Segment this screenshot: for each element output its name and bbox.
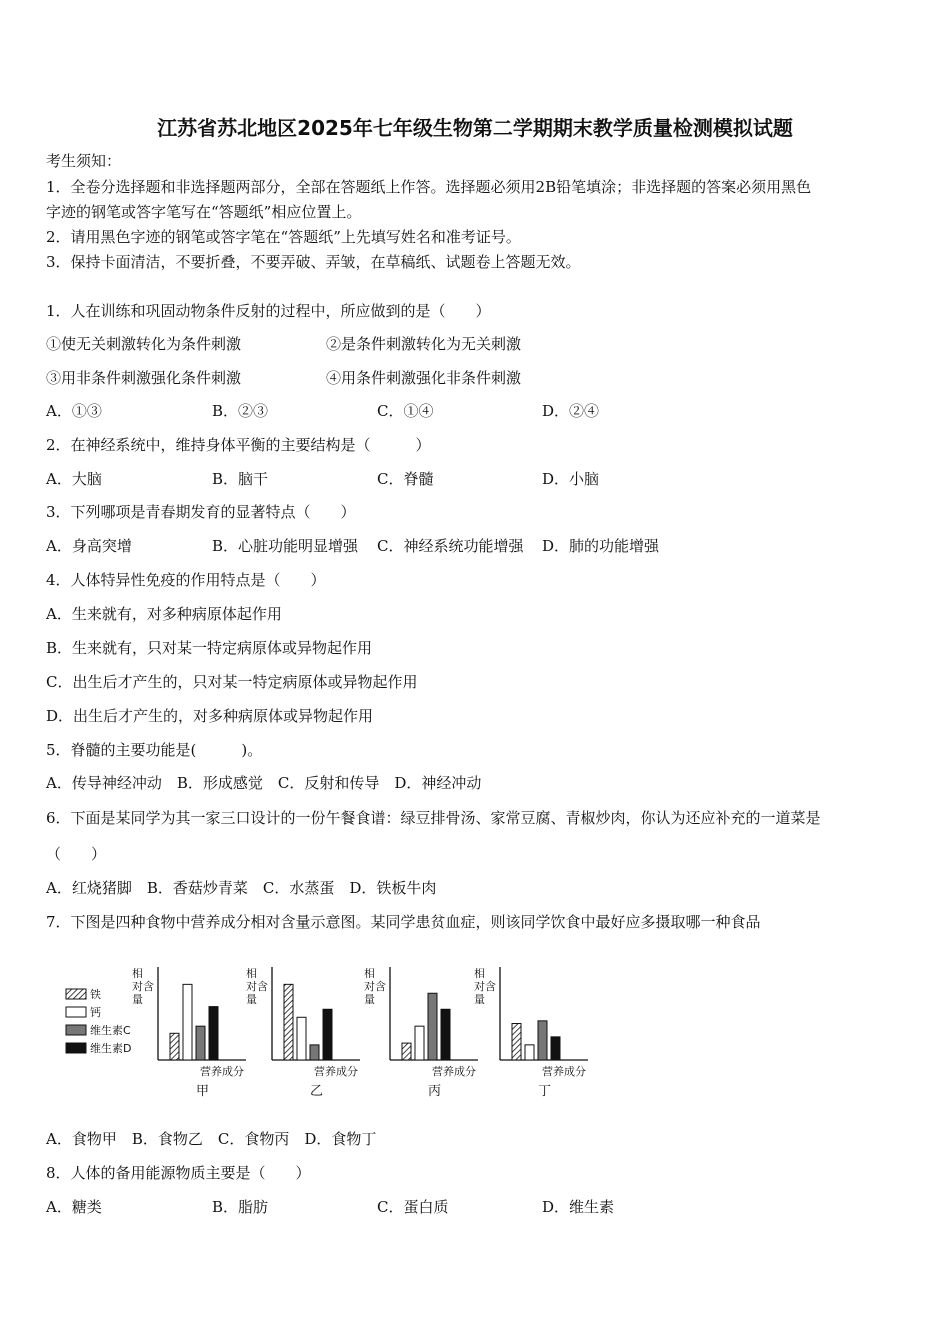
bar-甲-1 bbox=[183, 984, 192, 1060]
legend-swatch-0 bbox=[66, 989, 86, 999]
panel-name-3: 丁 bbox=[538, 1084, 552, 1099]
page-title: 江苏省苏北地区2025年七年级生物第二学期期末教学质量检测模拟试题 bbox=[157, 116, 793, 140]
panel-name-2: 丙 bbox=[428, 1084, 442, 1099]
bar-丁-0 bbox=[512, 1024, 521, 1060]
q4-option-d[interactable]: D．出生后才产生的，对多种病原体或异物起作用 bbox=[46, 707, 374, 725]
legend-label-0: 铁 bbox=[90, 988, 101, 1001]
bar-甲-3 bbox=[209, 1007, 218, 1060]
legend-label-1: 钙 bbox=[90, 1006, 101, 1019]
legend-label-3: 维生素D bbox=[90, 1042, 132, 1055]
chart-panel-3 bbox=[474, 966, 588, 1099]
bar-乙-2 bbox=[310, 1045, 319, 1060]
y-label-2-0: 相 bbox=[364, 967, 375, 980]
bar-丁-1 bbox=[525, 1045, 534, 1060]
q5-stem: 5．脊髓的主要功能是( )。 bbox=[46, 741, 263, 759]
q1-statement-4: ④用条件刺激强化非条件刺激 bbox=[326, 369, 522, 387]
q8-option-b[interactable]: B．脂肪 bbox=[212, 1198, 269, 1216]
bar-甲-0 bbox=[170, 1033, 179, 1060]
chart-legend bbox=[66, 987, 131, 1055]
q2-option-a[interactable]: A．大脑 bbox=[46, 470, 102, 488]
panel-name-0: 甲 bbox=[196, 1084, 210, 1099]
q1-option-c[interactable]: C．①④ bbox=[377, 402, 434, 420]
q1-statement-2: ②是条件刺激转化为无关刺激 bbox=[326, 335, 522, 353]
y-label-1-0: 相 bbox=[246, 967, 257, 980]
q6-options[interactable]: A．红烧猪脚 B．香菇炒青菜 C．水蒸蛋 D．铁板牛肉 bbox=[46, 879, 437, 897]
legend-swatch-1 bbox=[66, 1007, 86, 1017]
y-label-1-2: 量 bbox=[246, 993, 257, 1006]
y-label-2-2: 量 bbox=[364, 993, 375, 1006]
legend-label-2: 维生素C bbox=[90, 1024, 131, 1037]
y-label-1-1: 对含 bbox=[246, 980, 268, 993]
q6-stem: 6．下面是某同学为其一家三口设计的一份午餐食谱：绿豆排骨汤、家常豆腐、青椒炒肉，你认为还应补充的一道菜是 bbox=[46, 809, 821, 827]
y-label-0-2: 量 bbox=[132, 993, 143, 1006]
x-label-2: 营养成分 bbox=[432, 1065, 476, 1078]
q2-option-c[interactable]: C．脊髓 bbox=[377, 470, 434, 488]
notice-item-2: 2．请用黑色字迹的钢笔或答字笔在“答题纸”上先填写姓名和准考证号。 bbox=[46, 228, 521, 246]
notice-heading: 考生须知： bbox=[46, 152, 122, 170]
y-label-0-1: 对含 bbox=[132, 980, 154, 993]
q4-option-b[interactable]: B．生来就有，只对某一特定病原体或异物起作用 bbox=[46, 639, 373, 657]
q3-option-c[interactable]: C．神经系统功能增强 bbox=[377, 537, 524, 555]
q2-option-d[interactable]: D．小脑 bbox=[542, 470, 600, 488]
nutrient-chart-svg bbox=[60, 955, 600, 1105]
q2-stem: 2．在神经系统中，维持身体平衡的主要结构是（ ） bbox=[46, 436, 431, 454]
chart-panel-0 bbox=[132, 966, 246, 1099]
q8-option-a[interactable]: A．糖类 bbox=[46, 1198, 102, 1216]
q1-statement-1: ①使无关刺激转化为条件刺激 bbox=[46, 335, 242, 353]
notice-item-1b: 字迹的钢笔或答字笔写在“答题纸”相应位置上。 bbox=[46, 203, 362, 221]
y-label-3-0: 相 bbox=[474, 967, 485, 980]
y-label-0-0: 相 bbox=[132, 967, 143, 980]
chart-panel-2 bbox=[364, 966, 478, 1099]
q8-stem: 8．人体的备用能源物质主要是（ ） bbox=[46, 1164, 311, 1182]
q1-statement-3: ③用非条件刺激强化条件刺激 bbox=[46, 369, 242, 387]
q7-options[interactable]: A．食物甲 B．食物乙 C．食物丙 D．食物丁 bbox=[46, 1130, 377, 1148]
bar-乙-3 bbox=[323, 1009, 332, 1060]
q3-option-d[interactable]: D．肺的功能增强 bbox=[542, 537, 660, 555]
bar-丁-3 bbox=[551, 1037, 560, 1060]
x-label-3: 营养成分 bbox=[542, 1065, 586, 1078]
nutrient-chart bbox=[60, 955, 600, 1105]
chart-panels bbox=[132, 966, 588, 1099]
bar-乙-0 bbox=[284, 984, 293, 1060]
x-label-1: 营养成分 bbox=[314, 1065, 358, 1078]
bar-丁-2 bbox=[538, 1021, 547, 1060]
bar-丙-3 bbox=[441, 1009, 450, 1060]
q4-stem: 4．人体特异性免疫的作用特点是（ ） bbox=[46, 571, 326, 589]
bar-丙-2 bbox=[428, 993, 437, 1060]
notice-item-3: 3．保持卡面清洁，不要折叠，不要弄破、弄皱，在草稿纸、试题卷上答题无效。 bbox=[46, 253, 581, 271]
q1-option-b[interactable]: B．②③ bbox=[212, 402, 269, 420]
chart-panel-1 bbox=[246, 966, 360, 1099]
y-label-3-1: 对含 bbox=[474, 980, 496, 993]
q5-options[interactable]: A．传导神经冲动 B．形成感觉 C．反射和传导 D．神经冲动 bbox=[46, 774, 482, 792]
q1-option-a[interactable]: A．①③ bbox=[46, 402, 102, 420]
q8-option-d[interactable]: D．维生素 bbox=[542, 1198, 615, 1216]
q3-option-b[interactable]: B．心脏功能明显增强 bbox=[212, 537, 359, 555]
q4-option-c[interactable]: C．出生后才产生的，只对某一特定病原体或异物起作用 bbox=[46, 673, 418, 691]
legend-swatch-3 bbox=[66, 1043, 86, 1053]
q6-paren: （ ） bbox=[46, 845, 107, 863]
q3-stem: 3．下列哪项是青春期发育的显著特点（ ） bbox=[46, 503, 356, 521]
x-label-0: 营养成分 bbox=[200, 1065, 244, 1078]
q8-option-c[interactable]: C．蛋白质 bbox=[377, 1198, 449, 1216]
y-label-3-2: 量 bbox=[474, 993, 485, 1006]
q4-option-a[interactable]: A．生来就有，对多种病原体起作用 bbox=[46, 605, 282, 623]
panel-name-1: 乙 bbox=[310, 1084, 324, 1099]
q1-option-d[interactable]: D．②④ bbox=[542, 402, 600, 420]
notice-item-1a: 1．全卷分选择题和非选择题两部分，全部在答题纸上作答。选择题必须用2B铅笔填涂；非选择题的答案必须用黑色 bbox=[46, 178, 812, 196]
bar-丙-0 bbox=[402, 1043, 411, 1060]
q1-stem: 1．人在训练和巩固动物条件反射的过程中，所应做到的是（ ） bbox=[46, 302, 491, 320]
bar-丙-1 bbox=[415, 1026, 424, 1060]
legend-swatch-2 bbox=[66, 1025, 86, 1035]
bar-甲-2 bbox=[196, 1026, 205, 1060]
q3-option-a[interactable]: A．身高突增 bbox=[46, 537, 132, 555]
bar-乙-1 bbox=[297, 1017, 306, 1060]
q7-stem: 7．下图是四种食物中营养成分相对含量示意图。某同学患贫血症，则该同学饮食中最好应多摄取哪一种食品 bbox=[46, 913, 761, 931]
y-label-2-1: 对含 bbox=[364, 980, 386, 993]
q2-option-b[interactable]: B．脑干 bbox=[212, 470, 269, 488]
